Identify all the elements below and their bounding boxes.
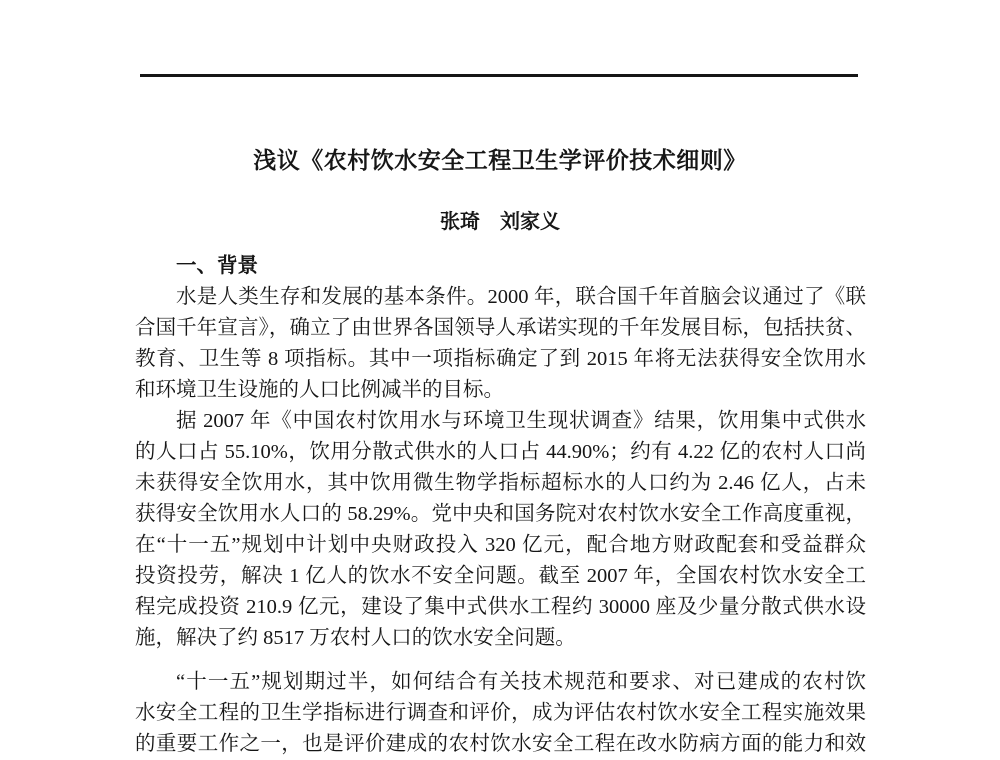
text-line: 水是人类生存和发展的基本条件。2000 年，联合国千年首脑会议通过了《联	[176, 286, 866, 308]
text-line: 程完成投资 210.9 亿元，建设了集中式供水工程约 30000 座及少量分散式供水设	[135, 596, 866, 618]
section-heading: 一、背景	[176, 255, 258, 277]
document-body	[135, 251, 866, 760]
text-line: 未获得安全饮用水，其中饮用微生物学指标超标水的人口约为 2.46 亿人，占未	[135, 472, 866, 494]
paragraph	[135, 282, 866, 406]
text-line: 教育、卫生等 8 项指标。其中一项指标确定了到 2015 年将无法获得安全饮用水	[135, 348, 866, 370]
paragraph	[135, 667, 866, 760]
text-line: 的人口占 55.10%，饮用分散式供水的人口占 44.90%；约有 4.22 亿的农村人口尚	[135, 441, 866, 463]
text-line: 合国千年宣言》，确立了由世界各国领导人承诺实现的千年发展目标，包括扶贫、	[135, 317, 866, 339]
text-line: 施，解决了约 8517 万农村人口的饮水安全问题。	[135, 627, 576, 649]
text-line: 投资投劳，解决 1 亿人的饮水不安全问题。截至 2007 年，全国农村饮水安全工	[135, 565, 866, 587]
header-rule	[140, 74, 858, 77]
paragraphs-container	[135, 282, 866, 760]
text-line: 获得安全饮用水人口的 58.29%。党中央和国务院对农村饮水安全工作高度重视，	[135, 503, 866, 525]
document-title: 浅议《农村饮水安全工程卫生学评价技术细则》	[253, 148, 747, 173]
text-line: 和环境卫生设施的人口比例减半的目标。	[135, 379, 504, 401]
paragraph	[135, 406, 866, 654]
text-line: 水安全工程的卫生学指标进行调查和评价，成为评估农村饮水安全工程实施效果	[135, 702, 866, 724]
text-line: 的重要工作之一，也是评价建成的农村饮水安全工程在改水防病方面的能力和效	[135, 733, 866, 755]
document-authors: 张琦 刘家义	[440, 211, 560, 233]
text-line: 在“十一五”规划中计划中央财政投入 320 亿元，配合地方财政配套和受益群众	[135, 534, 866, 556]
text-line: 据 2007 年《中国农村饮用水与环境卫生现状调查》结果，饮用集中式供水	[176, 410, 866, 432]
text-line: “十一五”规划期过半，如何结合有关技术规范和要求、对已建成的农村饮	[176, 671, 866, 693]
